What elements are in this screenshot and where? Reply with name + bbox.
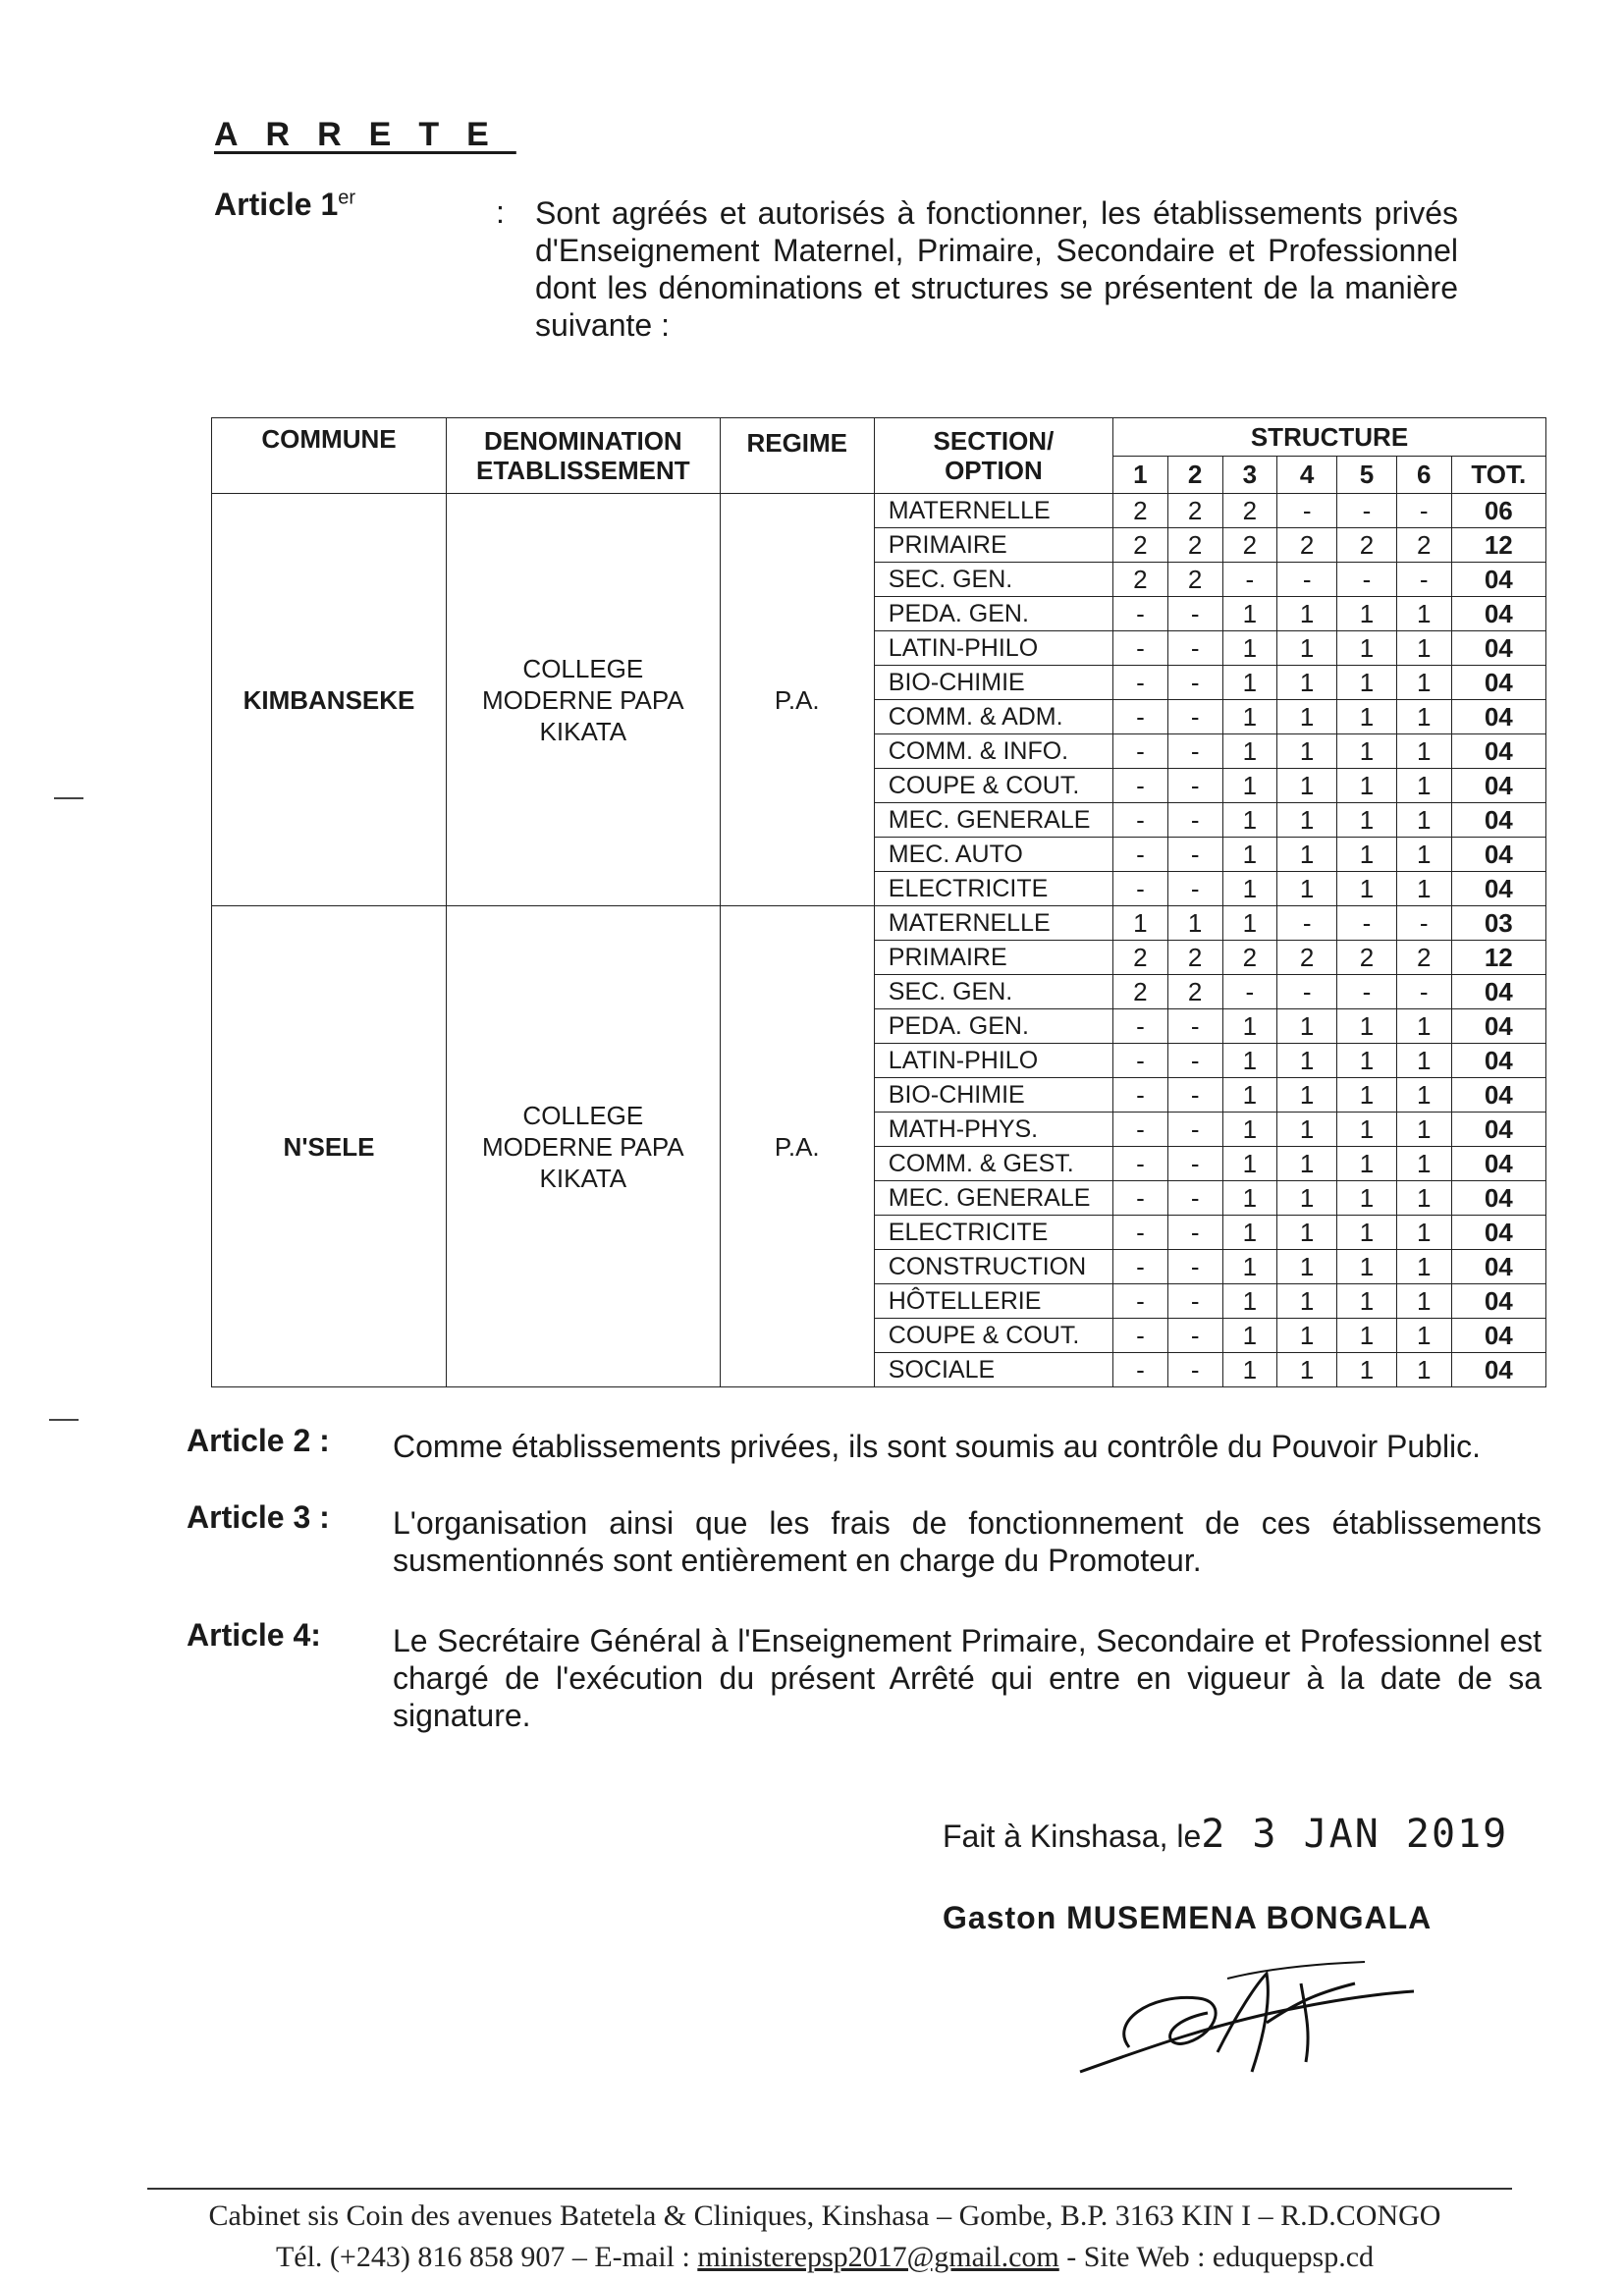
structure-col-header: 4 <box>1277 456 1337 494</box>
total-cell: 04 <box>1451 838 1545 872</box>
structure-value-cell: - <box>1113 1319 1168 1353</box>
structure-value-cell: 2 <box>1337 941 1397 975</box>
total-cell: 04 <box>1451 734 1545 769</box>
structure-value-cell: 1 <box>1396 838 1451 872</box>
structure-value-cell: - <box>1277 563 1337 597</box>
structure-value-cell: 2 <box>1277 528 1337 563</box>
total-cell: 03 <box>1451 906 1545 941</box>
structure-value-cell: - <box>1113 1078 1168 1113</box>
structure-table-wrap <box>211 417 1546 1387</box>
structure-value-cell: 1 <box>1396 1181 1451 1216</box>
signer-name: Gaston MUSEMENA BONGALA <box>943 1900 1433 1935</box>
structure-value-cell: 1 <box>1396 734 1451 769</box>
structure-value-cell: 1 <box>1277 803 1337 838</box>
option-cell: PEDA. GEN. <box>874 1009 1112 1044</box>
structure-value-cell: 1 <box>1337 769 1397 803</box>
structure-value-cell: - <box>1167 700 1222 734</box>
structure-value-cell: 1 <box>1277 1353 1337 1387</box>
structure-value-cell: 1 <box>1337 1078 1397 1113</box>
option-cell: PRIMAIRE <box>874 941 1112 975</box>
structure-value-cell: - <box>1337 494 1397 528</box>
structure-value-cell: 1 <box>1222 1216 1277 1250</box>
footer-contact <box>118 2241 1532 2274</box>
structure-value-cell: - <box>1113 838 1168 872</box>
structure-value-cell: 1 <box>1396 1353 1451 1387</box>
structure-col-header: TOT. <box>1451 456 1545 494</box>
total-cell: 06 <box>1451 494 1545 528</box>
structure-value-cell: 1 <box>1337 1044 1397 1078</box>
structure-value-cell: 1 <box>1337 1250 1397 1284</box>
decree-heading: ARRETE <box>214 116 516 153</box>
structure-value-cell: 1 <box>1222 872 1277 906</box>
structure-value-cell: - <box>1113 1284 1168 1319</box>
structure-value-cell: 1 <box>1167 906 1222 941</box>
structure-value-cell: 1 <box>1222 597 1277 631</box>
structure-value-cell: 1 <box>1396 1078 1451 1113</box>
structure-value-cell: 1 <box>1396 1250 1451 1284</box>
article-1-label-text: Article 1 <box>214 187 339 222</box>
structure-value-cell: 1 <box>1337 1319 1397 1353</box>
structure-value-cell: 1 <box>1222 1284 1277 1319</box>
structure-value-cell: 1 <box>1396 1216 1451 1250</box>
structure-value-cell: 1 <box>1337 1113 1397 1147</box>
option-cell: COUPE & COUT. <box>874 769 1112 803</box>
total-cell: 04 <box>1451 1113 1545 1147</box>
structure-value-cell: 1 <box>1277 1181 1337 1216</box>
structure-value-cell: - <box>1113 597 1168 631</box>
structure-value-cell: 1 <box>1337 597 1397 631</box>
option-cell: MEC. GENERALE <box>874 1181 1112 1216</box>
structure-value-cell: 1 <box>1277 597 1337 631</box>
regime-cell <box>720 906 874 1387</box>
structure-value-cell: 2 <box>1167 563 1222 597</box>
denomination-cell-text: COLLEGE MODERNE PAPA KIKATA <box>482 653 684 746</box>
article-3-label: Article 3 : <box>187 1499 330 1535</box>
article-1-colon: : <box>496 194 505 230</box>
option-cell: SEC. GEN. <box>874 563 1112 597</box>
total-cell: 04 <box>1451 700 1545 734</box>
structure-value-cell: 1 <box>1222 769 1277 803</box>
structure-value-cell: 2 <box>1113 528 1168 563</box>
structure-value-cell: 1 <box>1277 1216 1337 1250</box>
structure-value-cell: - <box>1113 1216 1168 1250</box>
structure-value-cell: 1 <box>1277 1147 1337 1181</box>
option-cell: COMM. & ADM. <box>874 700 1112 734</box>
structure-value-cell: - <box>1277 906 1337 941</box>
structure-value-cell: 1 <box>1396 1009 1451 1044</box>
total-cell: 04 <box>1451 1181 1545 1216</box>
structure-value-cell: 1 <box>1222 1009 1277 1044</box>
option-cell: SEC. GEN. <box>874 975 1112 1009</box>
regime-cell-text: P.A. <box>774 684 820 715</box>
structure-value-cell: - <box>1396 906 1451 941</box>
structure-value-cell: 1 <box>1337 1147 1397 1181</box>
structure-value-cell: 2 <box>1277 941 1337 975</box>
structure-value-cell: 2 <box>1222 494 1277 528</box>
total-cell: 04 <box>1451 1250 1545 1284</box>
option-cell: BIO-CHIMIE <box>874 666 1112 700</box>
option-cell: PRIMAIRE <box>874 528 1112 563</box>
structure-value-cell: - <box>1167 1319 1222 1353</box>
structure-value-cell: - <box>1113 1353 1168 1387</box>
footer-divider <box>147 2188 1512 2190</box>
structure-value-cell: - <box>1113 1113 1168 1147</box>
option-cell: LATIN-PHILO <box>874 1044 1112 1078</box>
structure-value-cell: 1 <box>1396 1319 1451 1353</box>
scan-margin-mark <box>54 797 83 799</box>
total-cell: 04 <box>1451 1319 1545 1353</box>
structure-value-cell: 1 <box>1396 1147 1451 1181</box>
structure-value-cell: 1 <box>1113 906 1168 941</box>
structure-table-body <box>212 494 1546 1387</box>
table-row <box>212 494 1546 528</box>
total-cell: 04 <box>1451 631 1545 666</box>
total-cell: 04 <box>1451 1009 1545 1044</box>
header-regime: REGIME <box>720 418 874 494</box>
structure-value-cell: - <box>1113 803 1168 838</box>
total-cell: 12 <box>1451 941 1545 975</box>
commune-cell-text: N'SELE <box>283 1131 375 1162</box>
structure-value-cell: 1 <box>1222 1078 1277 1113</box>
option-cell: COMM. & INFO. <box>874 734 1112 769</box>
structure-value-cell: 2 <box>1167 975 1222 1009</box>
total-cell: 12 <box>1451 528 1545 563</box>
denomination-cell <box>446 906 720 1387</box>
structure-value-cell: 1 <box>1337 838 1397 872</box>
structure-value-cell: 1 <box>1277 1009 1337 1044</box>
header-denomination: DENOMINATION ETABLISSEMENT <box>446 418 720 494</box>
option-cell: COMM. & GEST. <box>874 1147 1112 1181</box>
structure-value-cell: - <box>1277 975 1337 1009</box>
structure-value-cell: 2 <box>1113 494 1168 528</box>
total-cell: 04 <box>1451 666 1545 700</box>
footer-website: - Site Web : eduquepsp.cd <box>1058 2241 1375 2273</box>
structure-value-cell: - <box>1167 734 1222 769</box>
option-cell: LATIN-PHILO <box>874 631 1112 666</box>
total-cell: 04 <box>1451 1147 1545 1181</box>
article-4-label: Article 4: <box>187 1617 321 1653</box>
structure-value-cell: 1 <box>1337 1284 1397 1319</box>
structure-value-cell: - <box>1167 631 1222 666</box>
total-cell: 04 <box>1451 1078 1545 1113</box>
structure-value-cell: 2 <box>1222 528 1277 563</box>
structure-value-cell: - <box>1167 838 1222 872</box>
structure-value-cell: - <box>1167 666 1222 700</box>
structure-value-cell: - <box>1113 631 1168 666</box>
total-cell: 04 <box>1451 1044 1545 1078</box>
option-cell: SOCIALE <box>874 1353 1112 1387</box>
structure-value-cell: 1 <box>1277 769 1337 803</box>
option-cell: MATERNELLE <box>874 494 1112 528</box>
structure-value-cell: - <box>1113 1044 1168 1078</box>
article-1-text: Sont agréés et autorisés à fonctionner, les établissements privés d'Enseignement Maternel, Primaire, Secondaire et Professionnel dont les dénominations et structures se présentent de la manière suivante : <box>535 195 1458 343</box>
structure-value-cell: 2 <box>1396 941 1451 975</box>
scan-margin-mark <box>49 1419 79 1421</box>
structure-value-cell: - <box>1396 494 1451 528</box>
structure-value-cell: - <box>1167 1147 1222 1181</box>
denomination-cell-text: COLLEGE MODERNE PAPA KIKATA <box>482 1100 684 1193</box>
structure-value-cell: 1 <box>1222 666 1277 700</box>
structure-value-cell: - <box>1113 1181 1168 1216</box>
option-cell: MATERNELLE <box>874 906 1112 941</box>
article-1-label-sup: er <box>338 187 356 209</box>
structure-value-cell: 1 <box>1277 631 1337 666</box>
structure-value-cell: - <box>1113 872 1168 906</box>
structure-value-cell: 1 <box>1337 1009 1397 1044</box>
structure-value-cell: 1 <box>1396 1044 1451 1078</box>
structure-value-cell: 1 <box>1337 872 1397 906</box>
structure-value-cell: 1 <box>1337 1353 1397 1387</box>
structure-value-cell: 1 <box>1222 803 1277 838</box>
regime-cell <box>720 494 874 906</box>
structure-value-cell: - <box>1167 597 1222 631</box>
structure-value-cell: 2 <box>1113 563 1168 597</box>
total-cell: 04 <box>1451 803 1545 838</box>
structure-col-header: 2 <box>1167 456 1222 494</box>
structure-value-cell: - <box>1337 906 1397 941</box>
structure-value-cell: - <box>1167 872 1222 906</box>
structure-col-header: 6 <box>1396 456 1451 494</box>
option-cell: CONSTRUCTION <box>874 1250 1112 1284</box>
structure-value-cell: 1 <box>1396 769 1451 803</box>
total-cell: 04 <box>1451 1353 1545 1387</box>
structure-value-cell: 1 <box>1277 734 1337 769</box>
header-commune: COMMUNE <box>212 418 447 494</box>
structure-value-cell: - <box>1337 563 1397 597</box>
footer-email-link[interactable]: ministerepsp2017@gmail.com <box>697 2241 1059 2273</box>
structure-value-cell: 1 <box>1337 666 1397 700</box>
signing-date-stamp: 2 3 JAN 2019 <box>1201 1812 1509 1857</box>
structure-value-cell: 1 <box>1222 838 1277 872</box>
structure-value-cell: 1 <box>1396 597 1451 631</box>
total-cell: 04 <box>1451 597 1545 631</box>
denomination-cell <box>446 494 720 906</box>
signing-place-date <box>943 1812 1508 1857</box>
structure-value-cell: 1 <box>1277 1319 1337 1353</box>
commune-cell-text: KIMBANSEKE <box>243 684 415 715</box>
option-cell: PEDA. GEN. <box>874 597 1112 631</box>
structure-value-cell: 1 <box>1337 631 1397 666</box>
structure-col-header: 3 <box>1222 456 1277 494</box>
structure-value-cell: 2 <box>1396 528 1451 563</box>
structure-value-cell: 1 <box>1277 838 1337 872</box>
structure-value-cell: - <box>1167 1009 1222 1044</box>
structure-value-cell: 1 <box>1222 1250 1277 1284</box>
option-cell: MEC. GENERALE <box>874 803 1112 838</box>
structure-value-cell: 2 <box>1167 941 1222 975</box>
structure-value-cell: 2 <box>1167 528 1222 563</box>
total-cell: 04 <box>1451 1216 1545 1250</box>
article-4-text: Le Secrétaire Général à l'Enseignement Primaire, Secondaire et Professionnel est chargé de l'exécution du présent Arrêté qui entre en vigueur à la date de sa signature. <box>393 1623 1542 1733</box>
structure-value-cell: 1 <box>1277 1078 1337 1113</box>
structure-value-cell: - <box>1113 700 1168 734</box>
structure-value-cell: - <box>1113 1250 1168 1284</box>
structure-value-cell: - <box>1396 975 1451 1009</box>
total-cell: 04 <box>1451 769 1545 803</box>
structure-value-cell: - <box>1222 975 1277 1009</box>
structure-value-cell: - <box>1167 1044 1222 1078</box>
structure-value-cell: 1 <box>1222 734 1277 769</box>
structure-value-cell: 1 <box>1337 734 1397 769</box>
structure-value-cell: - <box>1167 803 1222 838</box>
structure-value-cell: 1 <box>1222 631 1277 666</box>
structure-value-cell: 1 <box>1222 1319 1277 1353</box>
total-cell: 04 <box>1451 872 1545 906</box>
structure-value-cell: - <box>1167 1353 1222 1387</box>
option-cell: HÔTELLERIE <box>874 1284 1112 1319</box>
structure-value-cell: 1 <box>1277 666 1337 700</box>
structure-value-cell: 1 <box>1222 1113 1277 1147</box>
commune-cell <box>212 906 447 1387</box>
structure-value-cell: - <box>1396 563 1451 597</box>
structure-value-cell: 1 <box>1396 872 1451 906</box>
structure-value-cell: 2 <box>1113 941 1168 975</box>
structure-value-cell: 2 <box>1222 941 1277 975</box>
structure-value-cell: - <box>1113 1009 1168 1044</box>
structure-value-cell: - <box>1167 1078 1222 1113</box>
structure-value-cell: - <box>1277 494 1337 528</box>
structure-table <box>211 417 1546 1387</box>
structure-value-cell: - <box>1167 769 1222 803</box>
structure-value-cell: - <box>1113 666 1168 700</box>
article-1-label <box>214 187 355 223</box>
structure-value-cell: - <box>1222 563 1277 597</box>
structure-col-header: 5 <box>1337 456 1397 494</box>
option-cell: ELECTRICITE <box>874 872 1112 906</box>
option-cell: MATH-PHYS. <box>874 1113 1112 1147</box>
signing-place: Fait à Kinshasa, le <box>943 1819 1202 1854</box>
header-section: SECTION/ OPTION <box>874 418 1112 494</box>
structure-value-cell: 1 <box>1337 1181 1397 1216</box>
handwritten-signature <box>1070 1954 1424 2101</box>
total-cell: 04 <box>1451 1284 1545 1319</box>
structure-value-cell: 1 <box>1277 1113 1337 1147</box>
structure-value-cell: 1 <box>1222 1181 1277 1216</box>
structure-value-cell: 1 <box>1396 631 1451 666</box>
structure-value-cell: 1 <box>1222 1044 1277 1078</box>
total-cell: 04 <box>1451 975 1545 1009</box>
structure-value-cell: 1 <box>1222 906 1277 941</box>
footer-phone: Tél. (+243) 816 858 907 – E-mail : <box>275 2241 698 2273</box>
structure-value-cell: 1 <box>1222 700 1277 734</box>
footer-address: Cabinet sis Coin des avenues Batetela & Cliniques, Kinshasa – Gombe, B.P. 3163 KIN I – R.D.CONGO <box>208 2199 1441 2232</box>
structure-value-cell: 1 <box>1277 1044 1337 1078</box>
structure-value-cell: 1 <box>1396 1284 1451 1319</box>
structure-value-cell: 1 <box>1277 1250 1337 1284</box>
article-2-text: Comme établissements privées, ils sont soumis au contrôle du Pouvoir Public. <box>393 1429 1482 1464</box>
structure-value-cell: - <box>1167 1181 1222 1216</box>
structure-value-cell: 1 <box>1222 1353 1277 1387</box>
article-3-text: L'organisation ainsi que les frais de fonctionnement de ces établissements susmentionnés sont entièrement en charge du Promoteur. <box>393 1505 1542 1578</box>
table-row <box>212 906 1546 941</box>
structure-value-cell: - <box>1167 1250 1222 1284</box>
structure-value-cell: 1 <box>1396 700 1451 734</box>
structure-value-cell: 1 <box>1396 803 1451 838</box>
structure-value-cell: 1 <box>1277 1284 1337 1319</box>
structure-value-cell: - <box>1167 1113 1222 1147</box>
structure-value-cell: 2 <box>1167 494 1222 528</box>
structure-value-cell: 2 <box>1337 528 1397 563</box>
structure-value-cell: 2 <box>1113 975 1168 1009</box>
article-2-label: Article 2 : <box>187 1423 330 1458</box>
structure-value-cell: 1 <box>1337 1216 1397 1250</box>
structure-value-cell: 1 <box>1277 700 1337 734</box>
structure-value-cell: 1 <box>1396 1113 1451 1147</box>
structure-value-cell: - <box>1113 1147 1168 1181</box>
structure-value-cell: 1 <box>1337 700 1397 734</box>
regime-cell-text: P.A. <box>774 1131 820 1162</box>
structure-value-cell: 1 <box>1396 666 1451 700</box>
structure-value-cell: 1 <box>1337 803 1397 838</box>
option-cell: BIO-CHIMIE <box>874 1078 1112 1113</box>
structure-value-cell: 1 <box>1222 1147 1277 1181</box>
structure-value-cell: - <box>1337 975 1397 1009</box>
structure-value-cell: 1 <box>1277 872 1337 906</box>
option-cell: COUPE & COUT. <box>874 1319 1112 1353</box>
total-cell: 04 <box>1451 563 1545 597</box>
structure-value-cell: - <box>1167 1216 1222 1250</box>
structure-value-cell: - <box>1113 734 1168 769</box>
structure-value-cell: - <box>1167 1284 1222 1319</box>
structure-value-cell: - <box>1113 769 1168 803</box>
option-cell: ELECTRICITE <box>874 1216 1112 1250</box>
header-structure: STRUCTURE <box>1113 418 1546 457</box>
option-cell: MEC. AUTO <box>874 838 1112 872</box>
structure-col-header: 1 <box>1113 456 1168 494</box>
commune-cell <box>212 494 447 906</box>
